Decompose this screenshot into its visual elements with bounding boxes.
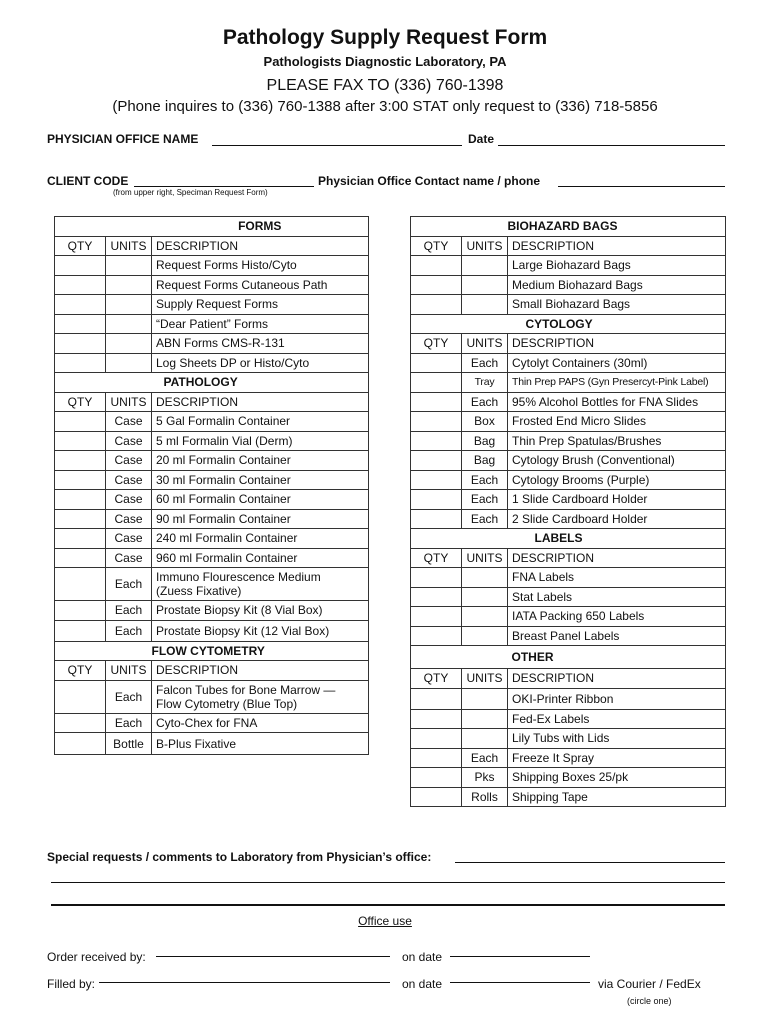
- table-row: Supply Request Forms: [55, 295, 369, 315]
- table-row: Each Freeze It Spray: [411, 748, 726, 768]
- table-row: Log Sheets DP or Histo/Cyto: [55, 353, 369, 373]
- circle-note: (circle one): [627, 996, 672, 1006]
- table-row: Rolls Shipping Tape: [411, 787, 726, 807]
- lab-name: Pathologists Diagnostic Laboratory, PA: [263, 54, 507, 69]
- table-row: Each 2 Slide Cardboard Holder: [411, 509, 726, 529]
- contact-label: Physician Office Contact name / phone: [318, 174, 541, 188]
- table-row: Each Prostate Biopsy Kit (12 Vial Box): [55, 620, 369, 641]
- table-row: Request Forms Cutaneous Path: [55, 275, 369, 295]
- other-title: OTHER: [508, 646, 726, 669]
- table-row: Request Forms Histo/Cyto: [55, 256, 369, 276]
- table-row: Pks Shipping Boxes 25/pk: [411, 768, 726, 788]
- table-row: Stat Labels: [411, 587, 726, 607]
- table-row: Bag Cytology Brush (Conventional): [411, 451, 726, 471]
- forms-title: FORMS: [152, 217, 369, 237]
- filled-on-date-label: on date: [402, 977, 443, 991]
- table-row: OKI-Printer Ribbon: [411, 688, 726, 709]
- cytology-title: CYTOLOGY: [508, 314, 726, 334]
- fax-number: PLEASE FAX TO (336) 760-1398: [266, 77, 504, 94]
- desc-header: DESCRIPTION: [152, 236, 369, 256]
- table-row: Large Biohazard Bags: [411, 256, 726, 276]
- table-row: Fed-Ex Labels: [411, 709, 726, 729]
- table-row: IATA Packing 650 Labels: [411, 607, 726, 627]
- table-row: Each Cyto-Chex for FNA: [55, 713, 369, 733]
- table-row: Case 5 ml Formalin Vial (Derm): [55, 431, 369, 451]
- table-row: Lily Tubs with Lids: [411, 729, 726, 749]
- table-row: Box Frosted End Micro Slides: [411, 412, 726, 432]
- order-received-field[interactable]: [156, 956, 390, 957]
- table-row: Tray Thin Prep PAPS (Gyn Presercyt-Pink Label): [411, 373, 726, 393]
- special-requests-label: Special requests / comments to Laboratory from Physician’s office:: [47, 850, 432, 864]
- courier-option[interactable]: via Courier / FedEx: [598, 977, 701, 991]
- table-row: Each Falcon Tubes for Bone Marrow — Flow Cytometry (Blue Top): [55, 680, 369, 713]
- table-row: Case 60 ml Formalin Container: [55, 490, 369, 510]
- right-supply-table: BIOHAZARD BAGS QTY UNITS DESCRIPTION Large Biohazard Bags Medium Biohazard Bags Small Biohazard Bags CYTOLOGY QTY UNITS DESCRIPTION Each Cytolyt Containers (30ml) Tray Thin Prep PAPS (Gyn Presercyt-Pink Label) Each 95% Alcohol Bottles for FNA Slides Box Frosted End Micro Slides Bag Thin Prep Spatulas/Brushes Bag Cytology Brush (Conventional) Each Cytology Brooms (Purple) Each 1 Slide Cardboard Holder Each 2 Slide Cardboard Holder LABELS QTY UNITS DESCRIPTION FNA Labels Stat Labels IATA Packing 650 Labels Breast Panel Labels OTHER QTY UNITS DESCRIPTION OKI-Printer Ribbon Fed-Ex Labels Lily Tubs with Lids Each Freeze It Spray Pks Shipping Boxes 25/pk Rolls Shipping Tape: [410, 216, 726, 807]
- table-row: Each Prostate Biopsy Kit (8 Vial Box): [55, 601, 369, 621]
- date-label: Date: [468, 132, 495, 146]
- order-received-label: Order received by:: [47, 950, 146, 964]
- table-row: Each 1 Slide Cardboard Holder: [411, 490, 726, 510]
- pathology-title: PATHOLOGY: [152, 373, 369, 393]
- table-row: Each 95% Alcohol Bottles for FNA Slides: [411, 392, 726, 412]
- left-supply-table: FORMS QTY UNITS DESCRIPTION Request Forms Histo/Cyto Request Forms Cutaneous Path Supply Request Forms “Dear Patient” Forms ABN Forms CMS-R-131 Log Sheets DP or Histo/Cyto PATHOLOGY QTY UNITS DESCRIPTION Case 5 Gal Formalin Container Case 5 ml Formalin Vial (Derm) Case 20 ml Formalin Container Case 30 ml Formalin Container Case 60 ml Formalin Container Case 90 ml Formalin Container Case 240 ml Formalin Container Case 960 ml Formalin Container Each Immuno Flourescence Medium (Zuess Fixative) Each Prostate Biopsy Kit (8 Vial Box) Each Prostate Biopsy Kit (12 Vial Box) FLOW CYTOMETRY QTY UNITS DESCRIPTION Each Falcon Tubes for Bone Marrow — Flow Cytometry (Blue Top) Each Cyto-Chex for FNA Bottle B-Plus Fixative: [54, 216, 369, 755]
- table-row: Small Biohazard Bags: [411, 295, 726, 315]
- date-field[interactable]: [498, 145, 725, 146]
- filled-by-field[interactable]: [99, 982, 390, 983]
- table-row: Each Immuno Flourescence Medium (Zuess Fixative): [55, 568, 369, 601]
- table-row: Case 960 ml Formalin Container: [55, 548, 369, 568]
- table-row: “Dear Patient” Forms: [55, 314, 369, 334]
- table-row: Breast Panel Labels: [411, 626, 726, 646]
- table-row: Case 20 ml Formalin Container: [55, 451, 369, 471]
- table-row: Each Cytology Brooms (Purple): [411, 470, 726, 490]
- biohazard-title: BIOHAZARD BAGS: [508, 217, 726, 237]
- qty-header: QTY: [55, 236, 106, 256]
- special-requests-field[interactable]: [455, 862, 725, 863]
- units-header: UNITS: [106, 236, 152, 256]
- table-row: FNA Labels: [411, 568, 726, 588]
- labels-title: LABELS: [508, 529, 726, 549]
- table-row: Case 30 ml Formalin Container: [55, 470, 369, 490]
- flow-title: FLOW CYTOMETRY: [152, 641, 369, 661]
- on-date-label: on date: [402, 950, 443, 964]
- table-row: Case 5 Gal Formalin Container: [55, 412, 369, 432]
- table-row: Case 90 ml Formalin Container: [55, 509, 369, 529]
- filled-by-label: Filled by:: [47, 977, 96, 991]
- client-code-note: (from upper right, Speciman Request Form): [113, 188, 268, 197]
- office-name-label: PHYSICIAN OFFICE NAME: [47, 132, 199, 146]
- client-code-field[interactable]: [134, 186, 314, 187]
- filled-date-field[interactable]: [450, 982, 590, 983]
- contact-field[interactable]: [558, 186, 725, 187]
- table-row: Each Cytolyt Containers (30ml): [411, 353, 726, 373]
- table-row: ABN Forms CMS-R-131: [55, 334, 369, 354]
- table-row: Bag Thin Prep Spatulas/Brushes: [411, 431, 726, 451]
- comments-line[interactable]: [51, 882, 725, 883]
- office-name-field[interactable]: [212, 145, 462, 146]
- page-title: Pathology Supply Request Form: [222, 26, 548, 49]
- table-row: Bottle B-Plus Fixative: [55, 733, 369, 755]
- divider: [51, 904, 725, 906]
- table-row: Case 240 ml Formalin Container: [55, 529, 369, 549]
- office-use-label: Office use: [358, 914, 412, 928]
- table-row: Medium Biohazard Bags: [411, 275, 726, 295]
- client-code-label: CLIENT CODE: [47, 174, 129, 188]
- order-date-field[interactable]: [450, 956, 590, 957]
- phone-info: (Phone inquires to (336) 760-1388 after 3:00 STAT only request to (336) 718-5856: [112, 98, 658, 115]
